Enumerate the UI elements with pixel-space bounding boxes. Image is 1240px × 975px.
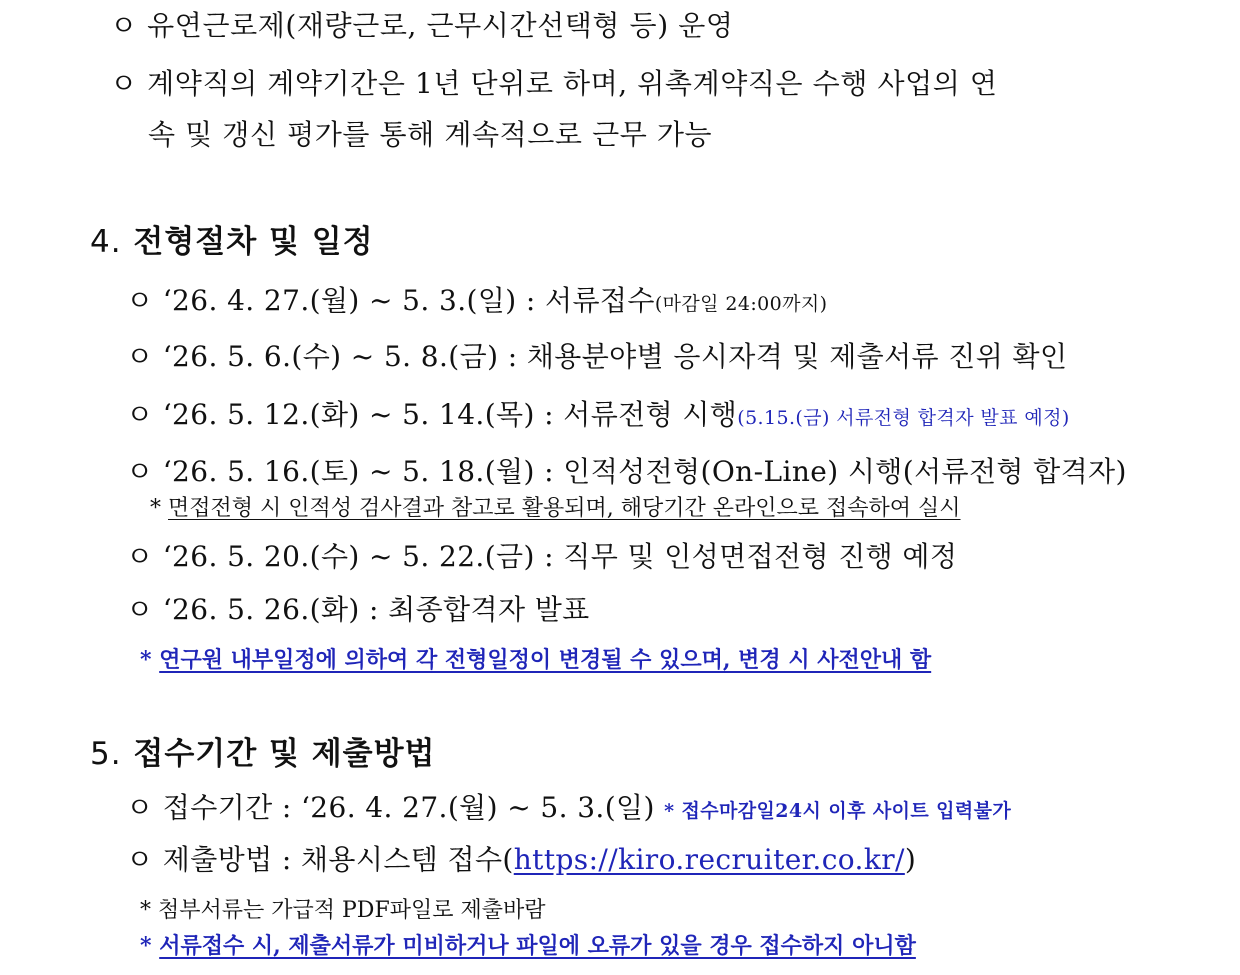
application-period-text: ㅇ 접수기간 : ‘26. 4. 27.(월) ~ 5. 3.(일) <box>126 791 655 824</box>
schedule-item: ㅇ ‘26. 5. 20.(수) ~ 5. 22.(금) : 직무 및 인성면접전형 진행 예정 <box>126 540 958 573</box>
bullet-contract-period-cont: 속 및 갱신 평가를 통해 계속적으로 근무 가능 <box>148 118 713 151</box>
recruiter-link[interactable]: https://kiro.recruiter.co.kr/ <box>513 843 905 876</box>
submission-method <box>126 838 916 878</box>
submission-method-close: ) <box>904 843 917 876</box>
note-asterisk: * <box>150 496 161 521</box>
note-asterisk: * <box>140 647 152 673</box>
period-note-pre: 접수마감일 <box>681 800 776 822</box>
section-4-heading <box>90 216 374 261</box>
schedule-item <box>126 393 1070 433</box>
section-5-number: 5. <box>90 736 122 772</box>
note-asterisk: * <box>140 933 152 959</box>
schedule-item: ㅇ ‘26. 5. 16.(토) ~ 5. 18.(월) : 인적성전형(On-Line) 시행(서류전형 합격자) <box>126 455 1127 488</box>
section-4-title: 전형절차 및 일정 <box>133 224 374 260</box>
section-5-heading <box>90 728 435 773</box>
schedule-item-text: ㅇ ‘26. 5. 12.(화) ~ 5. 14.(목) : 서류전형 시행 <box>126 398 738 431</box>
bullet-contract-period: ㅇ 계약직의 계약기간은 1년 단위로 하며, 위촉계약직은 수행 사업의 연 <box>110 67 998 100</box>
section-4-number: 4. <box>90 224 122 260</box>
application-period-note <box>664 800 1011 822</box>
schedule-item-extra: (5.15.(금) 서류전형 합격자 발표 예정) <box>737 407 1070 429</box>
bullet-flexible-work: ㅇ 유연근로제(재량근로, 근무시간선택형 등) 운영 <box>110 9 734 42</box>
application-period <box>126 786 1011 826</box>
pdf-note: * 첨부서류는 가급적 PDF파일로 제출바람 <box>140 898 546 923</box>
submission-method-text: ㅇ 제출방법 : 채용시스템 접수( <box>126 843 514 876</box>
aptitude-note <box>150 491 961 522</box>
note-asterisk: * <box>664 800 675 822</box>
section-5-title: 접수기간 및 제출방법 <box>133 736 436 772</box>
period-note-num: 24 <box>775 800 803 822</box>
file-error-notice <box>140 929 916 960</box>
schedule-item: ㅇ ‘26. 5. 6.(수) ~ 5. 8.(금) : 채용분야별 응시자격 및 제출서류 진위 확인 <box>126 340 1068 373</box>
schedule-item-text: ㅇ ‘26. 4. 27.(월) ~ 5. 3.(일) : 서류접수 <box>126 284 655 317</box>
schedule-change-notice-text: 연구원 내부일정에 의하여 각 전형일정이 변경될 수 있으며, 변경 시 사전안내 함 <box>159 647 932 673</box>
schedule-item: ㅇ ‘26. 5. 26.(화) : 최종합격자 발표 <box>126 593 590 626</box>
schedule-item <box>126 279 827 319</box>
schedule-change-notice <box>140 643 931 674</box>
aptitude-note-text: 면접전형 시 인적성 검사결과 참고로 활용되며, 해당기간 온라인으로 접속하여 실시 <box>168 496 961 521</box>
schedule-item-extra: (마감일 24:00까지) <box>654 293 828 315</box>
file-error-notice-text: 서류접수 시, 제출서류가 미비하거나 파일에 오류가 있을 경우 접수하지 아니함 <box>159 933 916 959</box>
period-note-post: 시 이후 사이트 입력불가 <box>802 800 1012 822</box>
